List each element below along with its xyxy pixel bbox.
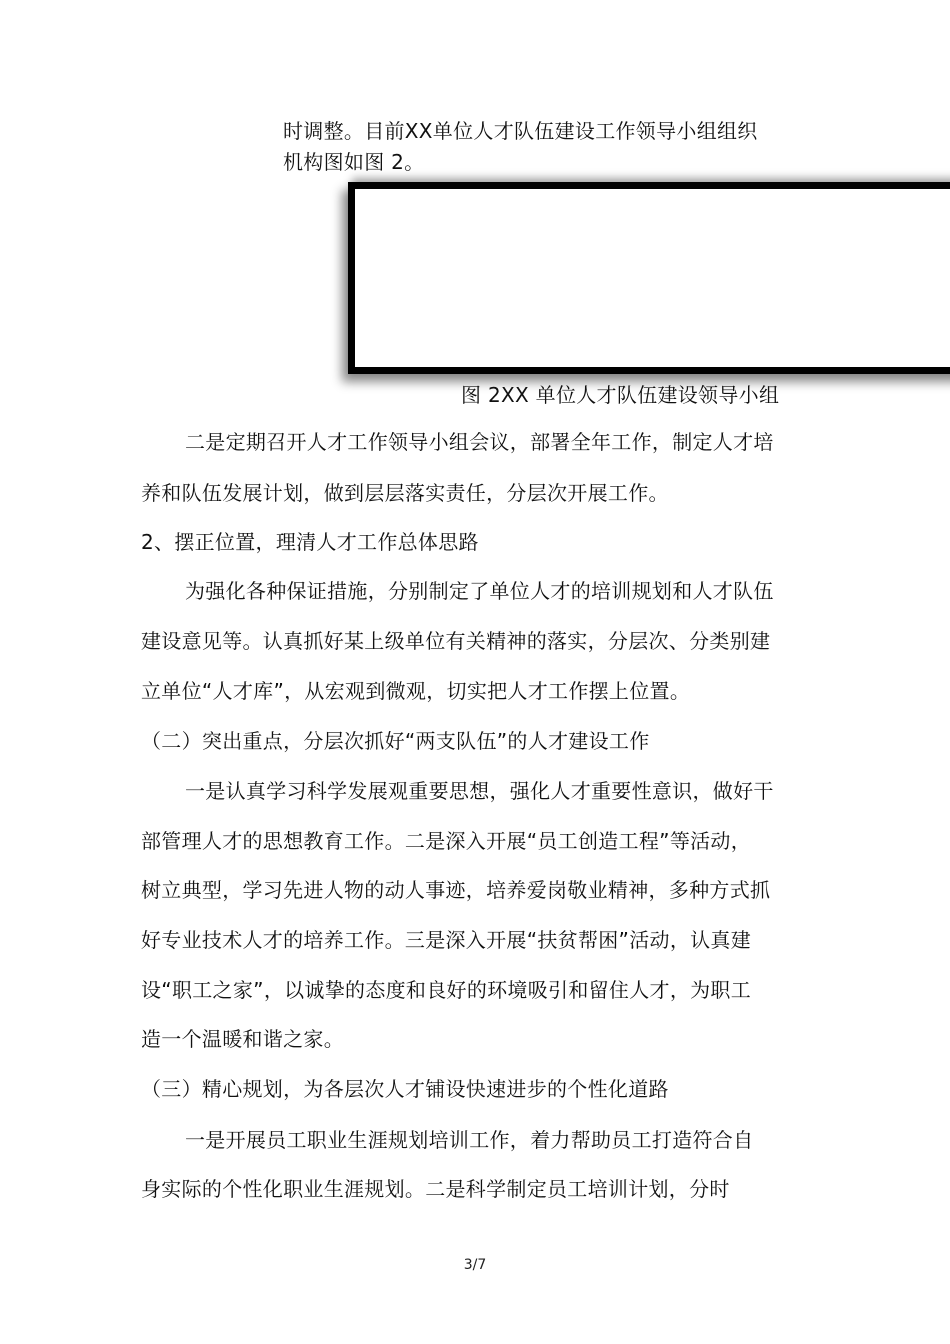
paragraph-line: 机构图如图 2。 — [283, 150, 425, 174]
section-heading: （三）精心规划，为各层次人才铺设快速进步的个性化道路 — [141, 1077, 669, 1101]
paragraph-line: 时调整。目前XX单位人才队伍建设工作领导小组组织 — [283, 119, 758, 143]
paragraph-line: 一是认真学习科学发展观重要思想，强化人才重要性意识，做好干 — [185, 779, 774, 803]
section-heading: （二）突出重点，分层次抓好“两支队伍”的人才建设工作 — [141, 729, 650, 753]
paragraph-line: 树立典型，学习先进人物的动人事迹，培养爱岗敬业精神，多种方式抓 — [141, 878, 771, 902]
page-number: 3/7 — [463, 1257, 487, 1273]
paragraph-line: 为强化各种保证措施，分别制定了单位人才的培训规划和人才队伍 — [185, 579, 774, 603]
paragraph-line: 一是开展员工职业生涯规划培训工作，着力帮助员工打造符合自 — [185, 1128, 754, 1152]
org-chart-figure-frame — [348, 182, 950, 374]
paragraph-line: 造一个温暖和谐之家。 — [141, 1027, 344, 1051]
paragraph-line: 养和队伍发展计划，做到层层落实责任，分层次开展工作。 — [141, 481, 669, 505]
paragraph-line: 身实际的个性化职业生涯规划。二是科学制定员工培训计划，分时 — [141, 1177, 730, 1201]
section-heading: 2、摆正位置，理清人才工作总体思路 — [141, 530, 479, 554]
figure-caption: 图 2XX 单位人才队伍建设领导小组 — [461, 383, 780, 407]
paragraph-line: 部管理人才的思想教育工作。二是深入开展“员工创造工程”等活动， — [141, 829, 752, 853]
paragraph-line: 设“职工之家”，以诚挚的态度和良好的环境吸引和留住人才，为职工 — [141, 978, 752, 1002]
paragraph-line: 立单位“人才库”，从宏观到微观，切实把人才工作摆上位置。 — [141, 679, 691, 703]
paragraph-line: 二是定期召开人才工作领导小组会议，部署全年工作，制定人才培 — [185, 430, 774, 454]
paragraph-line: 好专业技术人才的培养工作。三是深入开展“扶贫帮困”活动，认真建 — [141, 928, 752, 952]
paragraph-line: 建设意见等。认真抓好某上级单位有关精神的落实，分层次、分类别建 — [141, 629, 771, 653]
